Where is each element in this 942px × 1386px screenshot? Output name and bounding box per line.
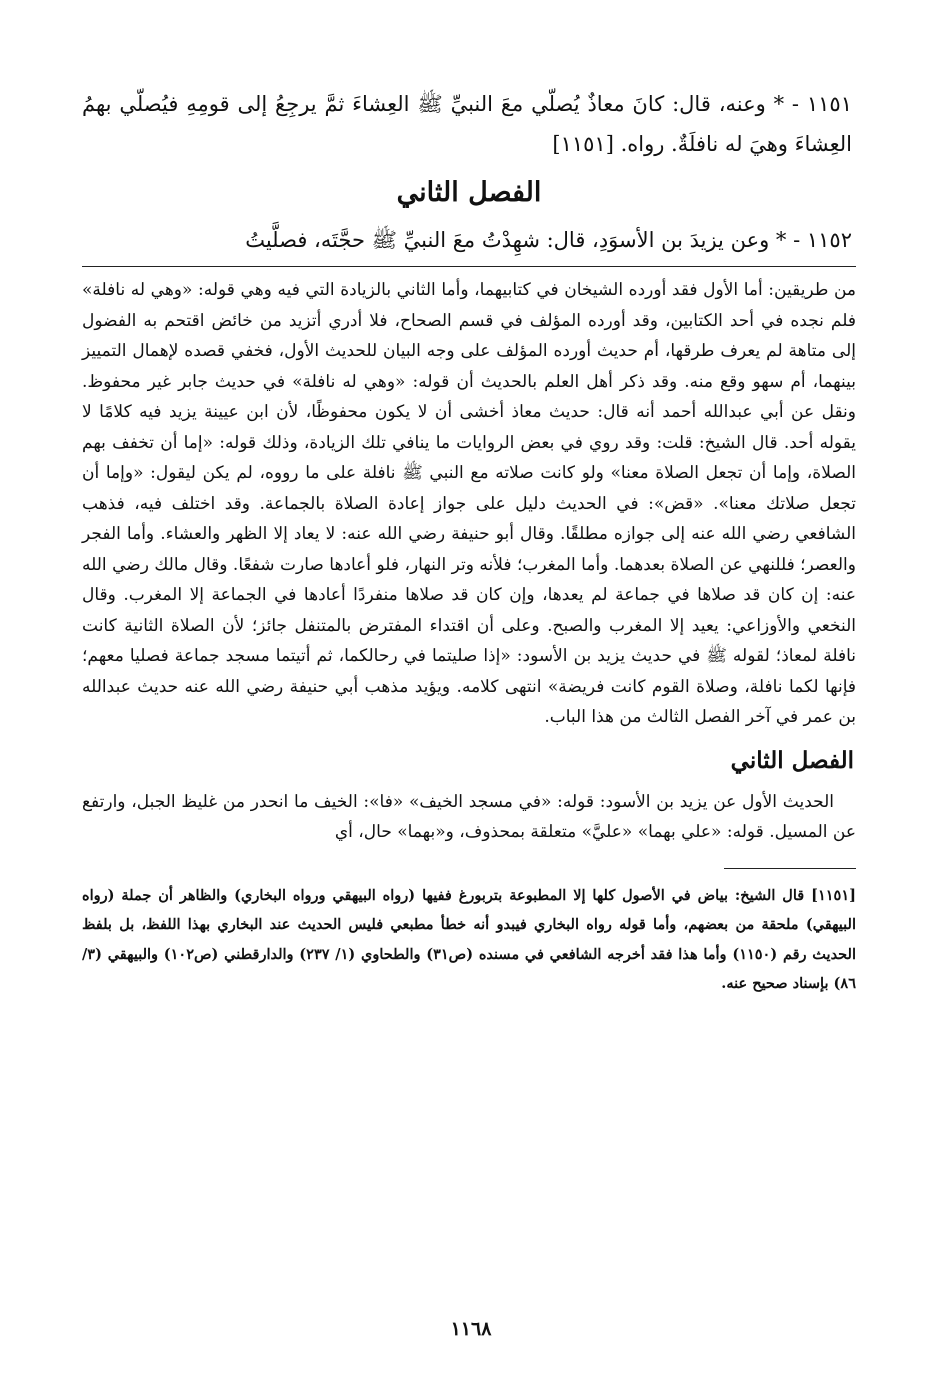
commentary-paragraph-2: الحديث الأول عن يزيد بن الأسود: قوله: «في مسجد الخيف» «فا»: الخيف ما انحدر من غليظ الجبل، وارتفع عن المسيل. قوله: «علي بهما» «عليَّ» متعلقة بمحذوف، و«بهما» حال، أي bbox=[82, 791, 856, 842]
page-number: ١١٦٨ bbox=[450, 1318, 492, 1340]
hadith-1152 bbox=[82, 220, 852, 260]
commentary-section-title: الفصل الثاني bbox=[730, 746, 854, 774]
footnote-text: [١١٥١] قال الشيخ: بياض في الأصول كلها إلا المطبوعة بتربورغ ففيها (رواه البيهقي ورواه البخاري) والظاهر أن جملة (رواه البيهقي) ملحقة من بعضهم، وأما قوله رواه البخاري فيبدو أنه خطأ مطبعي فليس الحديث عند البخاري بهذا اللفظ، بل بلفظ الحديث رقم (١١٥٠) وأما هذا فقد أخرجه الشافعي في مسنده (ص٣١) والطحاوي (١/ ٢٣٧) والدارقطني (ص١٠٢) والبيهقي (٣/ ٨٦) بإسناد صحيح عنه. bbox=[82, 886, 856, 992]
commentary bbox=[82, 275, 856, 848]
hadith-1151 bbox=[82, 84, 852, 164]
footnote bbox=[82, 881, 856, 999]
hadith-1151-text: ١١٥١ - * وعنه، قال: كانَ معاذٌ يُصلّي معَ النبيِّ ﷺ العِشاءَ ثمَّ يرجِعُ إلى قومِهِ فيُصلّي بهمُ العِشاءَ وهيَ له نافلَةٌ. رواه. [١١٥١] bbox=[82, 92, 852, 156]
section-title: الفصل الثاني bbox=[396, 177, 542, 208]
commentary-divider bbox=[82, 266, 856, 267]
commentary-paragraph-1: من طريقين: أما الأول فقد أورده الشيخان في كتابيهما، وأما الثاني بالزيادة التي فيه وهي قوله: «وهي له نافلة» فلم نجده في أحد الكتابين، وقد أورده المؤلف في قسم الصحاح، فلا أدري أتزيد من خائض اقتحم به الفضول إلى متاهة لم يعرف طرقها، أم حديث أورده المؤلف على وجه البيان للحديث الأول، فخفي قصده لإهمال التمييز بينهما، أم سهو وقع منه. وقد ذكر أهل العلم بالحديث أن قوله: «وهي له نافلة» في حديث جابر غير محفوظ. ونقل عن أبي عبدالله أحمد أنه قال: حديث معاذ أخشى أن لا يكون محفوظًا، لأن ابن عيينة يزيد فيه كلامًا لا يقوله أحد. قال الشيخ: قلت: وقد روي في بعض الروايات ما ينافي تلك الزيادة، وذلك قوله: «إما أن تخفف بهم الصلاة، وإما أن تجعل الصلاة معنا» ولو كانت صلاته مع النبي ﷺ نافلة على ما رووه، لم يكن ليقول: «وإما أن تجعل صلاتك معنا». «قض»: في الحديث دليل على جواز إعادة الصلاة بالجماعة. وقد اختلف فيه، فذهب الشافعي رضي الله عنه إلى جوازه مطلقًا. وقال أبو حنيفة رضي الله عنه: لا يعاد إلا الظهر والعشاء. وأما الفجر والعصر؛ فللنهي عن الصلاة بعدهما. وأما المغرب؛ فلأنه وتر النهار، فلو أعادها صارت شفعًا. وقال مالك رضي الله عنه: إن كان قد صلاها في جماعة لم يعدها، وإن كان قد صلاها منفردًا أعادها في الجماعة إلا المغرب. وقال النخعي والأوزاعي: يعيد إلا المغرب والصبح. وعلى أن اقتداء المفترض بالمتنفل جائز؛ لأن الصلاة الثانية كانت نافلة لمعاذ؛ لقوله ﷺ في حديث يزيد بن الأسود: «إذا صليتما في رحالكما، ثم أتيتما مسجد جماعة فصليا معهم؛ فإنها لكما نافلة، وصلاة القوم كانت فريضة» انتهى كلامه. ويؤيد مذهب أبي حنيفة رضي الله عنه حديث عبدالله بن عمر في آخر الفصل الثالث من هذا الباب. bbox=[82, 280, 856, 727]
hadith-1152-text: ١١٥٢ - * وعن يزيدَ بن الأسوَدِ، قال: شهِدْتُ معَ النبيِّ ﷺ حجَّتَه، فصلَّيتُ bbox=[245, 228, 852, 252]
footnote-divider bbox=[724, 868, 856, 869]
